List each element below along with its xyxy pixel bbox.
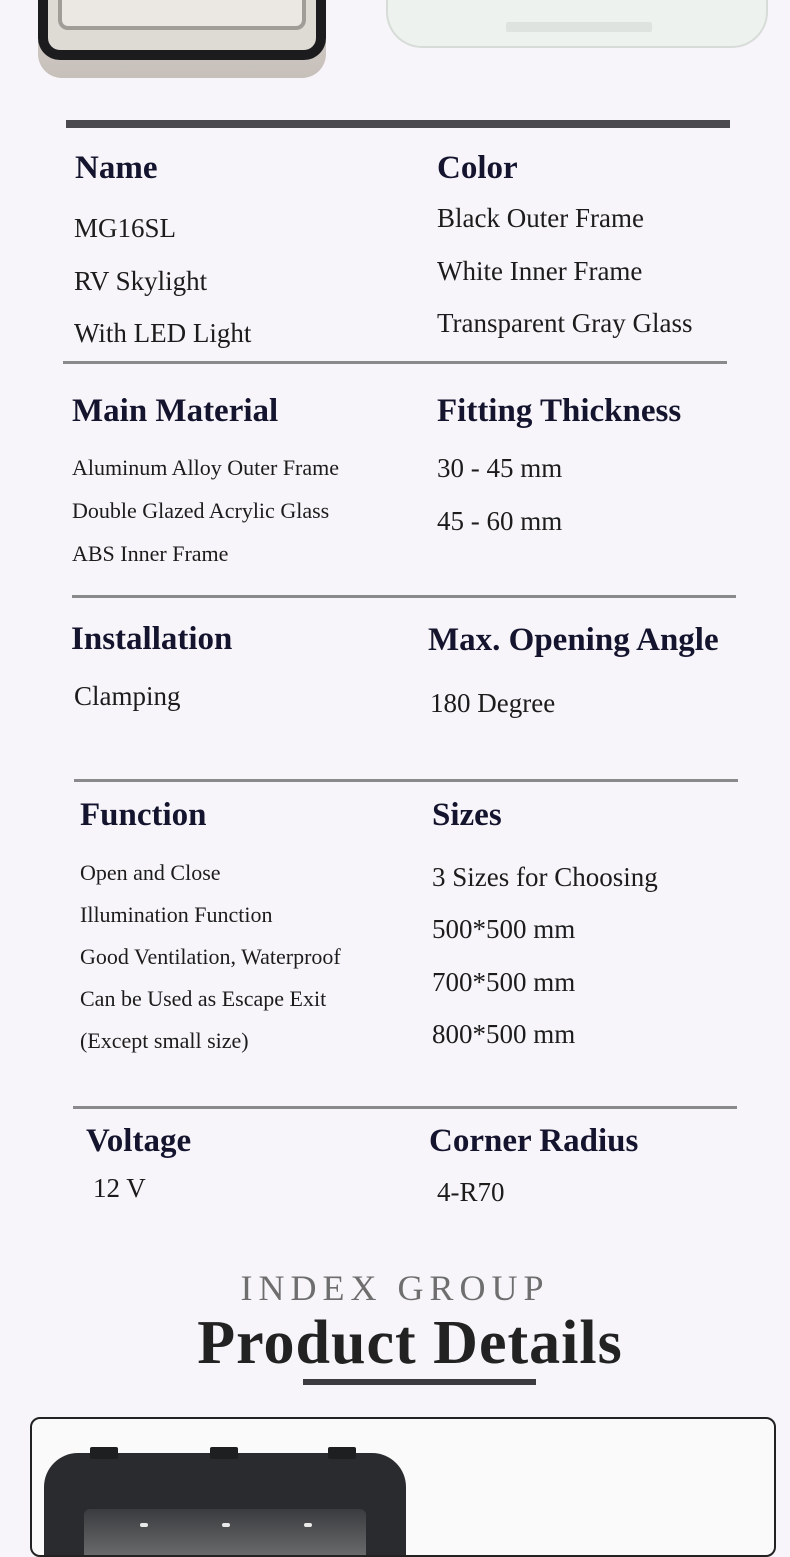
detail-card [30, 1417, 776, 1557]
function-line-1: Open and Close [80, 860, 221, 885]
installation-heading: Installation [71, 621, 233, 657]
function-line-3: Good Ventilation, Waterproof [80, 944, 341, 969]
function-heading: Function [80, 797, 207, 833]
function-line-2: Illumination Function [80, 902, 273, 927]
sizes-line-3: 700*500 mm [432, 967, 576, 997]
thickness-line-2: 45 - 60 mm [437, 506, 563, 536]
material-line-3: ABS Inner Frame [72, 541, 229, 566]
name-heading: Name [75, 150, 158, 186]
color-line-3: Transparent Gray Glass [437, 308, 693, 338]
opening-value: 180 Degree [430, 688, 556, 718]
function-line-4: Can be Used as Escape Exit [80, 986, 327, 1011]
skylight-photo-black [38, 0, 326, 78]
material-line-1: Aluminum Alloy Outer Frame [72, 455, 340, 480]
voltage-value: 12 V [93, 1173, 146, 1203]
name-line-2: RV Skylight [74, 266, 208, 296]
thickness-heading: Fitting Thickness [437, 393, 682, 429]
divider-1 [63, 361, 727, 364]
opening-heading: Max. Opening Angle [428, 622, 719, 658]
color-heading: Color [437, 150, 518, 186]
material-line-2: Double Glazed Acrylic Glass [72, 498, 330, 523]
sizes-line-2: 500*500 mm [432, 914, 576, 944]
divider-4 [73, 1106, 737, 1109]
sizes-heading: Sizes [432, 797, 502, 833]
brand-name: INDEX GROUP [240, 1268, 550, 1308]
corner-heading: Corner Radius [429, 1123, 639, 1159]
thickness-line-1: 30 - 45 mm [437, 453, 563, 483]
sizes-line-1: 3 Sizes for Choosing [432, 862, 658, 892]
name-line-3: With LED Light [74, 318, 252, 348]
function-line-5: (Except small size) [80, 1028, 249, 1053]
installation-value: Clamping [74, 681, 181, 711]
name-line-1: MG16SL [74, 213, 177, 243]
skylight-photo-white [386, 0, 768, 48]
material-heading: Main Material [72, 393, 279, 429]
color-line-1: Black Outer Frame [437, 203, 644, 233]
section-title: Product Details [197, 1309, 623, 1377]
color-line-2: White Inner Frame [437, 256, 643, 286]
corner-value: 4-R70 [437, 1177, 505, 1207]
skylight-detail-photo [44, 1453, 406, 1557]
top-divider [66, 120, 730, 128]
voltage-heading: Voltage [86, 1123, 192, 1159]
divider-3 [74, 779, 738, 782]
sizes-line-4: 800*500 mm [432, 1019, 576, 1049]
divider-2 [72, 595, 736, 598]
title-underline [303, 1379, 536, 1385]
